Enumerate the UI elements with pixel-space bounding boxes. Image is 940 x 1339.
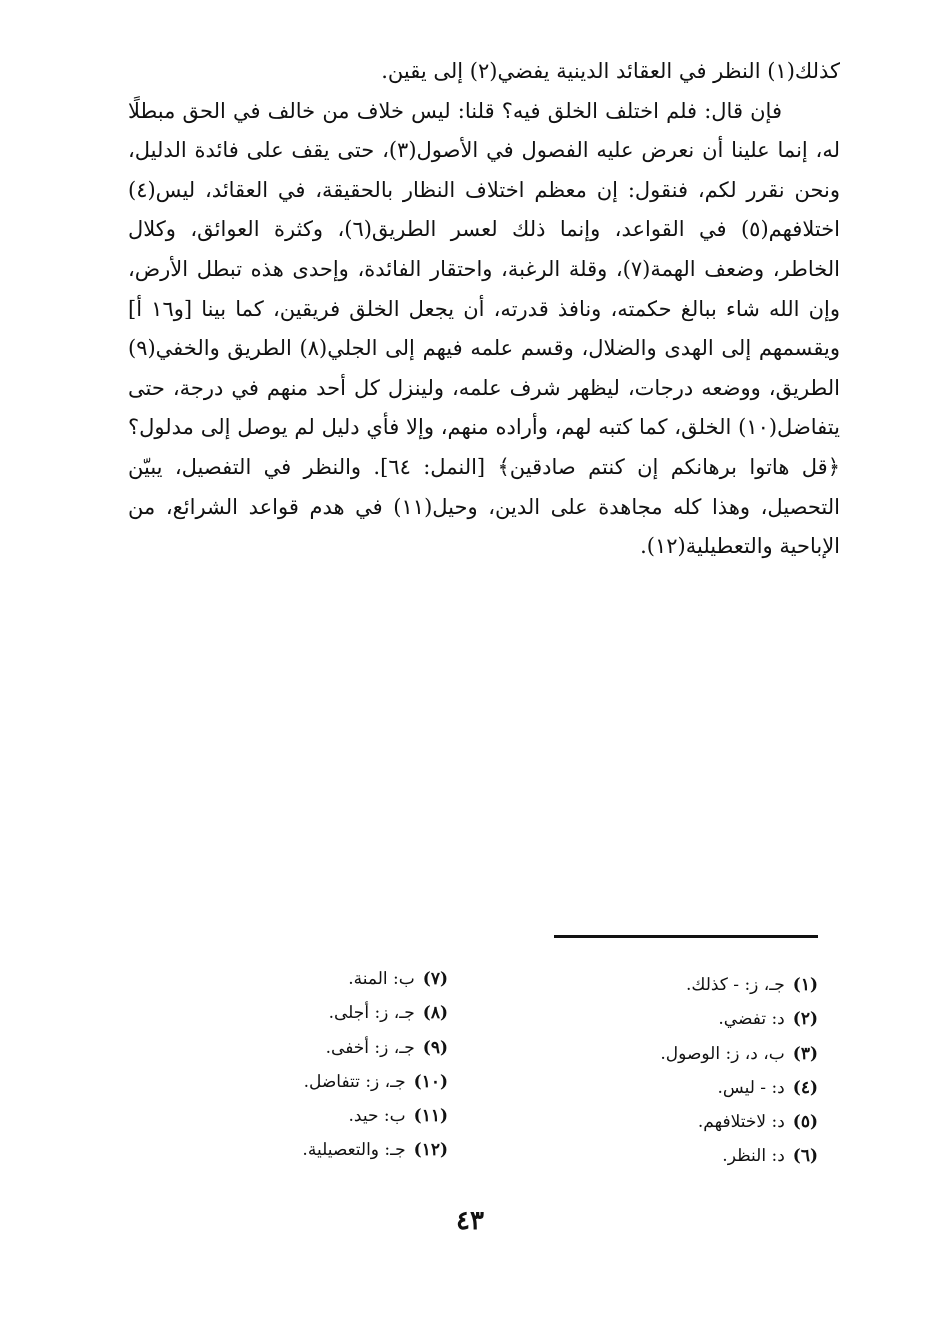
footnote-text: ب، د، ز: الوصول. <box>660 1043 785 1064</box>
footnote-text: د: - ليس. <box>717 1077 785 1098</box>
footnote-number: (٤) <box>792 1077 818 1098</box>
footnotes-right-column <box>518 968 818 1174</box>
footnote-number: (١٢) <box>413 1140 448 1161</box>
page-number: ٤٣ <box>456 1206 484 1236</box>
footnote-item <box>208 1031 448 1065</box>
footnote-text: جـ، ز: أخفى. <box>325 1037 415 1058</box>
footnote-number: (٨) <box>422 1003 448 1024</box>
footnote-number: (٣) <box>792 1043 818 1064</box>
footnote-number: (١١) <box>413 1106 448 1127</box>
footnote-item <box>208 1065 448 1099</box>
footnote-number: (٧) <box>422 969 448 989</box>
footnote-item <box>518 1002 818 1036</box>
footnote-text: جـ، ز: - كذلك. <box>685 975 785 995</box>
footnote-item <box>208 962 448 996</box>
body-text <box>128 52 840 567</box>
footnote-text: د: لاختلافهم. <box>697 1112 785 1133</box>
footnote-item <box>208 1133 448 1167</box>
footnote-item <box>208 996 448 1030</box>
paragraph: كذلك(١) النظر في العقائد الدينية يفضي(٢) إلى يقين. <box>381 59 840 83</box>
footnote-item <box>208 1099 448 1133</box>
footnote-number: (٢) <box>792 1009 818 1030</box>
footnote-divider <box>554 935 818 938</box>
footnote-number: (٦) <box>792 1146 818 1167</box>
footnote-text: جـ: والتعصيلية. <box>302 1140 406 1161</box>
footnote-item <box>518 1037 818 1071</box>
footnotes-left-column <box>208 962 448 1168</box>
footnote-item <box>518 1071 818 1105</box>
footnote-text: د: تفضي. <box>718 1009 785 1030</box>
footnote-item <box>518 968 818 1002</box>
footnote-number: (١) <box>792 975 818 995</box>
footnote-text: ب: المنة. <box>348 969 415 989</box>
paragraph: فإن قال: فلم اختلف الخلق فيه؟ قلنا: ليس خلاف من خالف في الحق مبطلًا له، إنما علينا أن نعرض عليه الفصول في الأصول(٣)، حتى يقف على فائدة الدليل، ونحن نقرر لكم، فنقول: إن معظم اختلاف النظار بالحقيقة، في العقائد، ليس(٤) اختلافهم(٥) في القواعد، وإنما ذلك لعسر الطريق(٦)، وكثرة العوائق، وكلال الخاطر، وضعف الهمة(٧)، وقلة الرغبة، واحتقار الفائدة، وإحدى هذه تبطل الأرض، وإن الله شاء ببالغ حكمته، ونافذ قدرته، أن يجعل الخلق فريقين، كما بينا [و١٦ أ] ويقسمهم إلى الهدى والضلال، وقسم علمه فيهم إلى الجلي(٨) الطريق والخفي(٩) الطريق، ووضعه درجات، ليظهر شرف علمه، ولينزل كل أحد منهم في درجة، حتى يتفاضل(١٠) الخلق، كما كتبه لهم، وأراده منهم، وإلا فأي دليل لم يوصل إلى مدلول؟ ﴿قل هاتوا برهانكم إن كنتم صادقين﴾ [النمل: ٦٤]. والنظر في التفصيل، يبيّن التحصيل، وهذا كله مجاهدة على الدين، وحيل(١١) في هدم قواعد الشرائع، من الإباحية والتعطيلية(١٢). <box>128 98 841 559</box>
footnote-number: (٩) <box>422 1037 448 1058</box>
footnote-number: (٥) <box>792 1112 818 1133</box>
footnote-number: (١٠) <box>413 1071 448 1092</box>
footnote-text: د: النظر. <box>722 1146 785 1167</box>
footnote-text: جـ، ز: تتفاضل. <box>303 1071 406 1092</box>
footnote-item <box>518 1139 818 1173</box>
footnote-text: ب: حيد. <box>348 1106 406 1127</box>
footnote-item <box>518 1105 818 1139</box>
footnote-text: جـ، ز: أجلى. <box>328 1003 415 1024</box>
